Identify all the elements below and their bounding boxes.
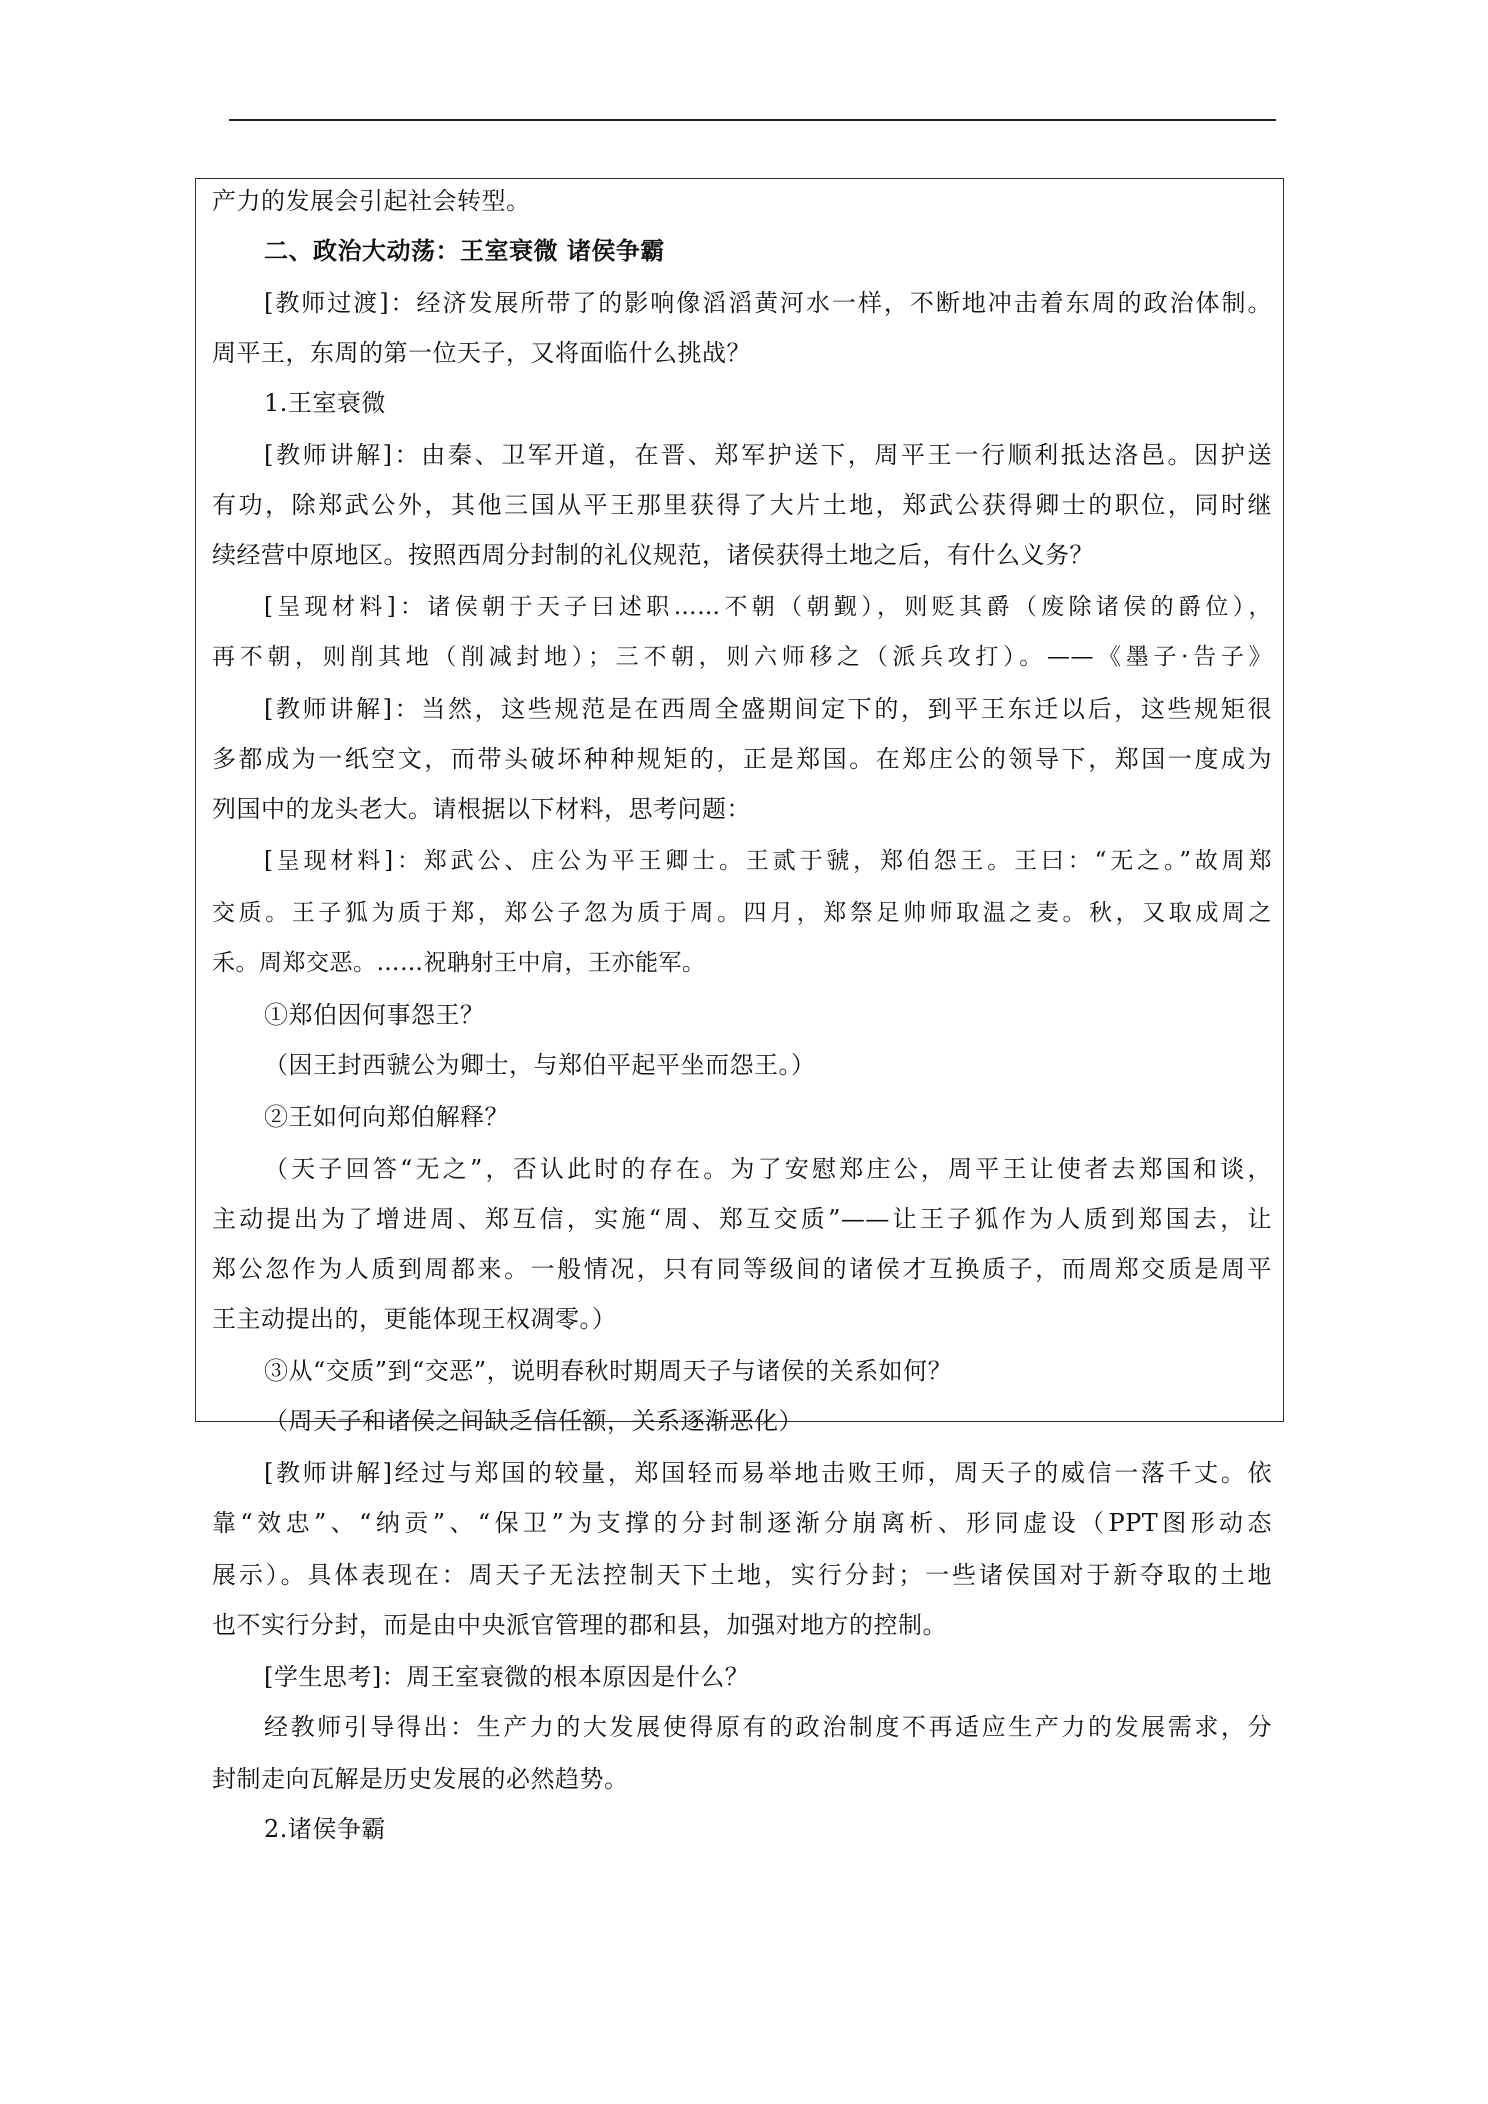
text-line: 列国中的龙头老大。请根据以下材料，思考问题： bbox=[212, 795, 751, 823]
text-line: 续经营中原地区。按照西周分封制的礼仪规范，诸侯获得土地之后，有什么义务？ bbox=[212, 541, 1094, 569]
answer: （天子回答“无之”，否认此时的存在。为了安慰郑庄公，周平王让使者去郑国和谈， bbox=[264, 1155, 1272, 1183]
answer: 主动提出为了增进周、郑互信，实施“周、郑互交质”——让王子狐作为人质到郑国去，让 bbox=[212, 1205, 1272, 1233]
quoted-material: 禾。周郑交恶。……祝聃射王中肩，王亦能军。 bbox=[212, 950, 706, 976]
text-line: 周平王，东周的第一位天子，又将面临什么挑战？ bbox=[212, 339, 751, 367]
quoted-material: 交质。王子狐为质于郑，郑公子忽为质于周。四月，郑祭足帅师取温之麦。秋，又取成周之 bbox=[212, 900, 1272, 926]
header-rule bbox=[229, 119, 1276, 121]
text-line: 封制走向瓦解是历史发展的必然趋势。 bbox=[212, 1765, 629, 1793]
answer: 王主动提出的，更能体现王权凋零。） bbox=[212, 1305, 617, 1333]
question: ②王如何向郑伯解释？ bbox=[264, 1103, 509, 1131]
text-line: 有功，除郑武公外，其他三国从平王那里获得了大片土地，郑武公获得卿士的职位，同时继 bbox=[212, 491, 1272, 519]
answer: （因王封西虢公为卿士，与郑伯平起平坐而怨王。） bbox=[264, 1051, 816, 1079]
text-line: 展示）。具体表现在：周天子无法控制天下土地，实行分封；一些诸侯国对于新夺取的土地 bbox=[212, 1561, 1272, 1589]
text-line: 靠“效忠”、“纳贡”、“保卫”为支撑的分封制逐渐分崩离析、形同虚设（PPT图形动态 bbox=[212, 1509, 1272, 1537]
text-line: 多都成为一纸空文，而带头破坏种种规矩的，正是郑国。在郑庄公的领导下，郑国一度成为 bbox=[212, 745, 1272, 773]
subsection-heading: 1.王室衰微 bbox=[264, 389, 386, 417]
subsection-heading: 2.诸侯争霸 bbox=[264, 1815, 386, 1843]
text-line: [教师讲解]经过与郑国的较量，郑国轻而易举地击败王师，周天子的威信一落千丈。依 bbox=[264, 1459, 1272, 1487]
section-heading: 二、政治大动荡：王室衰微 诸侯争霸 bbox=[264, 237, 665, 265]
answer: 郑公忽作为人质到周都来。一般情况，只有同等级间的诸侯才互换质子，而周郑交质是周平 bbox=[212, 1255, 1272, 1283]
quoted-material: [呈现材料]：郑武公、庄公为平王卿士。王贰于虢，郑伯怨王。王曰：“无之。”故周郑 bbox=[264, 848, 1272, 874]
text-line: 经教师引导得出：生产力的大发展使得原有的政治制度不再适应生产力的发展需求，分 bbox=[264, 1713, 1272, 1741]
text-line: [教师讲解]：当然，这些规范是在西周全盛期间定下的，到平王东迁以后，这些规矩很 bbox=[264, 695, 1272, 723]
text-line: 也不实行分封，而是由中央派官管理的郡和县，加强对地方的控制。 bbox=[212, 1611, 947, 1639]
question: ③从“交质”到“交恶”，说明春秋时期周天子与诸侯的关系如何？ bbox=[264, 1357, 953, 1385]
question: ①郑伯因何事怨王？ bbox=[264, 1001, 485, 1029]
quoted-material: 再不朝，则削其地（削减封地）；三不朝，则六师移之（派兵攻打）。——《墨子·告子》 bbox=[212, 644, 1272, 670]
text-line: [学生思考]：周王室衰微的根本原因是什么？ bbox=[264, 1663, 750, 1691]
quoted-material: [呈现材料]：诸侯朝于天子曰述职……不朝（朝觐），则贬其爵（废除诸侯的爵位）， bbox=[264, 594, 1272, 620]
text-line: 产力的发展会引起社会转型。 bbox=[212, 187, 531, 215]
answer: （周天子和诸侯之间缺乏信任额，关系逐渐恶化） bbox=[264, 1407, 803, 1435]
text-line: [教师讲解]：由秦、卫军开道，在晋、郑军护送下，周平王一行顺利抵达洛邑。因护送 bbox=[264, 441, 1272, 469]
text-line: [教师过渡]：经济发展所带了的影响像滔滔黄河水一样，不断地冲击着东周的政治体制。 bbox=[264, 289, 1272, 317]
